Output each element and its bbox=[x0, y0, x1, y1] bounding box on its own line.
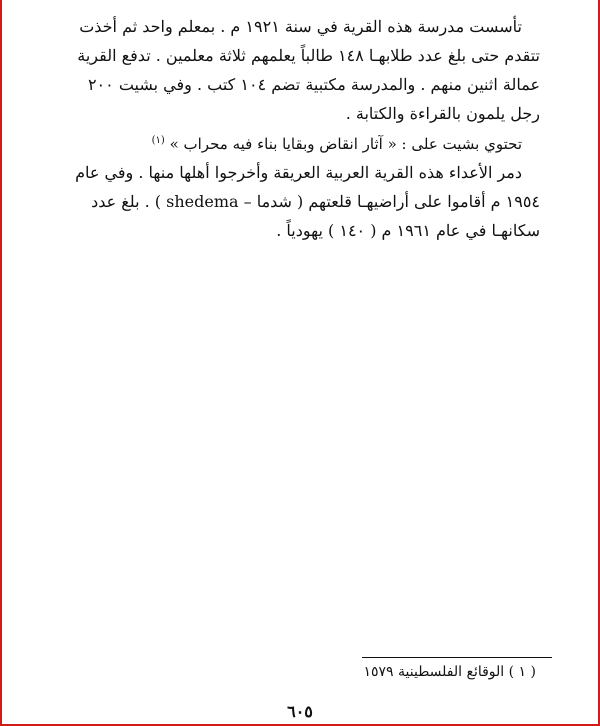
text-line: ١٩٥٤ م أقاموا على أراضيهـا قلعتهم ( شدما – shedema ) . بلغ عدد bbox=[91, 192, 540, 211]
text-line: تأسست مدرسة هذه القرية في سنة ١٩٢١ م . بمعلم واحد ثم أخذت bbox=[79, 17, 522, 36]
text-line bbox=[60, 126, 540, 159]
text-line: رجل يلمون بالقراءة والكتابة . bbox=[345, 104, 540, 123]
text-line: تتقدم حتى بلغ عدد طلابهـا ١٤٨ طالباً يعلمهم ثلاثة معلمين . تدفع القرية bbox=[77, 46, 540, 65]
footnote: ( ١ ) الوقائع الفلسطينية ١٥٧٩ bbox=[363, 664, 536, 680]
text-line: عمالة اثنين منهم . والمدرسة مكتبية تضم ١٠٤ كتب . وفي بشيت ٢٠٠ bbox=[87, 75, 540, 94]
text-line: سكانهـا في عام ١٩٦١ م ( ١٤٠ ) يهودياً . bbox=[276, 221, 540, 240]
text-line: دمر الأعداء هذه القرية العربية العريقة وأخرجوا أهلها منها . وفي عام bbox=[75, 163, 522, 182]
page-number: ٦٠٥ bbox=[287, 702, 313, 721]
footnote-marker: (١) bbox=[151, 135, 165, 146]
paragraph-school bbox=[60, 12, 540, 128]
ruins-text: تحتوي بشيت على : « آثار انقاض وبقايا بناء فيه محراب » bbox=[169, 135, 522, 153]
footnote-divider bbox=[362, 657, 552, 658]
paragraph-destruction bbox=[60, 158, 540, 245]
paragraph-ruins bbox=[60, 126, 540, 159]
